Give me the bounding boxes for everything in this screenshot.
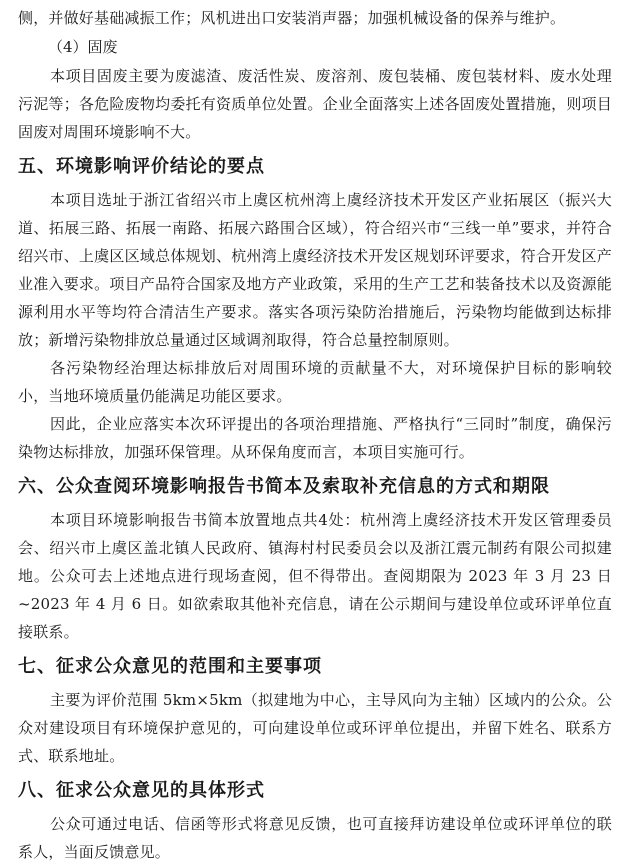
section6-heading: 六、公众查阅环境影响报告书简本及索取补充信息的方式和期限 xyxy=(18,476,550,497)
section5-paragraph-2: 各污染物经治理达标排放后对周围环境的贡献量不大，对环境保护目标的影响较小，当地环境质量仍能满足功能区要求。 xyxy=(18,359,612,405)
section5-paragraph-1: 本项目选址于浙江省绍兴市上虞区杭州湾上虞经济技术开发区产业拓展区（振兴大道、拓展三路、拓展一南路、拓展六路围合区域），符合绍兴市“三线一单”要求，并符合绍兴市、上虞区区域总体规划、杭州湾上虞经济技术开发区规划环评要求，符合开发区产业准入要求。项目产品符合国家及地方产业政策，采用的生产工艺和装备技术以及资源能源利用水平等均符合清洁生产要求。落实各项污染防治措施后，污染物均能做到达标排放；新增污染物排放总量通过区域调剂取得，符合总量控制原则。 xyxy=(18,191,612,349)
section7-heading: 七、征求公众意见的范围和主要事项 xyxy=(18,656,322,677)
solid-waste-subheading: （4）固废 xyxy=(48,38,118,56)
section5-heading: 五、环境影响评价结论的要点 xyxy=(18,156,265,177)
section7-paragraph: 主要为评价范围 5km×5km（拟建地为中心，主导风向为主轴）区域内的公众。公众对建设项目有环境保护意见的，可向建设单位或环评单位提出，并留下姓名、联系方式、联系地址。 xyxy=(18,691,612,765)
solid-waste-paragraph: 本项目固废主要为废滤渣、废活性炭、废溶剂、废包装桶、废包装材料、废水处理污泥等；各危险废物均委托有资质单位处置。企业全面落实上述各固废处置措施，则项目固废对周围环境影响不大。 xyxy=(18,67,612,141)
section6-paragraph: 本项目环境影响报告书简本放置地点共4处：杭州湾上虞经济技术开发区管理委员会、绍兴市上虞区盖北镇人民政府、镇海村村民委员会以及浙江震元制药有限公司拟建地。公众可去上述地点进行现场查阅，但不得带出。查阅期限为 2023 年 3 月 23 日~2023 年 4 月 6 日。如欲索取其他补充信息，请在公示期间与建设单位或环评单位直接联系。 xyxy=(18,511,612,641)
section8-paragraph: 公众可通过电话、信函等形式将意见反馈，也可直接拜访建设单位或环评单位的联系人，当面反馈意见。 xyxy=(18,815,612,861)
section8-heading: 八、征求公众意见的具体形式 xyxy=(18,780,265,801)
section5-paragraph-3: 因此，企业应落实本次环评提出的各项治理措施、严格执行“三同时”制度，确保污染物达标排放，加强环保管理。从环保角度而言，本项目实施可行。 xyxy=(18,415,612,461)
top-paragraph: 侧，并做好基础减振工作；风机进出口安装消声器；加强机械设备的保养与维护。 xyxy=(18,9,566,27)
